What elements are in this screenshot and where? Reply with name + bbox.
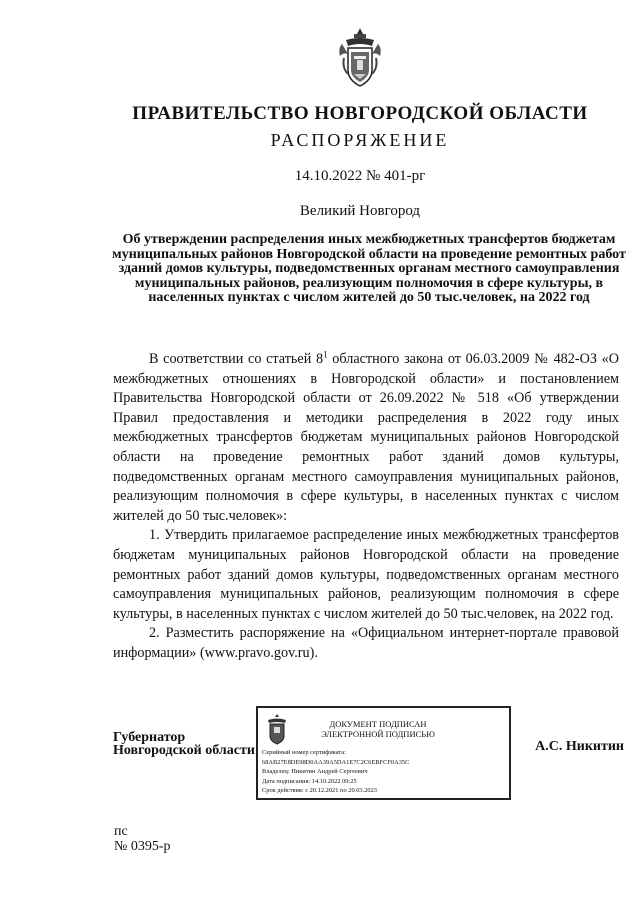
stamp-heading-line-2: ЭЛЕКТРОННОЙ ПОДПИСЬЮ: [321, 729, 435, 739]
document-type: РАСПОРЯЖЕНИЕ: [270, 130, 450, 150]
coat-of-arms-icon: [336, 26, 384, 90]
footer-line-2: № 0395-р: [114, 839, 171, 854]
body-paragraph-2: 1. Утвердить прилагаемое распределение иных межбюджетных трансфертов бюджетам муниципальных районов Новгородской области на проведение ремонтных работ зданий домов культуры, подведомственных органам местного самоуправления муниципальных районов, реализующим полномочия в сфере культуры, в населенных пунктах с числом жителей до 50 тыс.человек, на 2022 год.: [113, 527, 619, 622]
document-place: Великий Новгород: [299, 203, 421, 219]
document-body: [113, 350, 619, 664]
article-superscript: 1: [323, 349, 328, 360]
electronic-signature-stamp: [256, 706, 511, 800]
document-heading: Об утверждении распределения иных межбюджетных трансфертов бюджетам муниципальных районов Новгородской области на проведение ремонтных работ зданий домов культуры, подведомственных органам местного самоуправления муниципальных районов, реализующим полномочия в сфере культуры, в населенных пунктах с числом жителей до 50 тыс.человек, на 2022 год: [112, 232, 626, 305]
signatory-role-line-2: Новгородской области: [113, 743, 255, 758]
organization-title: ПРАВИТЕЛЬСТВО НОВГОРОДСКОЙ ОБЛАСТИ: [132, 103, 588, 124]
signatory-name: А.С. Никитин: [535, 739, 624, 754]
body-p1-start: В соответствии со статьей 8: [149, 351, 324, 367]
body-p1-rest: областного закона от 06.03.2009 № 482-ОЗ «О межбюджетных отношениях в Новгородской области» и постановлением Правительства Новгородской области от 26.09.2022 № 518 «Об утверждении Правил предоставления и методики распределения в 2022 году иных межбюджетных трансфертов бюджетам муниципальных районов Новгородской области на проведение ремонтных работ зданий домов культуры, подведомственных органам местного самоуправления муниципальных районов, реализующим полномочия в сфере культуры, в населенных пунктах с числом жителей до 50 тыс.человек»:: [113, 351, 619, 524]
stamp-sign-date: Дата подписания: 14.10.2022 09:25: [262, 777, 357, 785]
document-date-number: 14.10.2022 № 401-рг: [294, 168, 426, 184]
signatory-role: [113, 731, 255, 757]
stamp-heading-line-1: ДОКУМЕНТ ПОДПИСАН: [329, 719, 427, 729]
stamp-heading: [303, 719, 453, 739]
body-paragraph-3: 2. Разместить распоряжение на «Официальном интернет-портале правовой информации» (www.pravo.gov.ru).: [113, 625, 619, 661]
stamp-owner: Владелец: Никитин Андрей Сергеевич: [262, 768, 368, 776]
stamp-details: [262, 748, 508, 796]
registration-footer: [114, 824, 171, 854]
stamp-validity: Срок действия: с 20.12.2021 по 20.03.2023: [262, 787, 378, 795]
coat-of-arms-icon: [264, 713, 290, 745]
signatory-role-line-1: Губернатор: [113, 730, 186, 745]
stamp-cert-value: 68AB27E8DE98D0AA39A5DA1E7C2C6EBFCF0A35C: [262, 758, 410, 766]
stamp-cert-label: Серийный номер сертификата:: [262, 749, 346, 756]
body-paragraph-1: [113, 350, 619, 526]
footer-line-1: пс: [114, 824, 128, 839]
